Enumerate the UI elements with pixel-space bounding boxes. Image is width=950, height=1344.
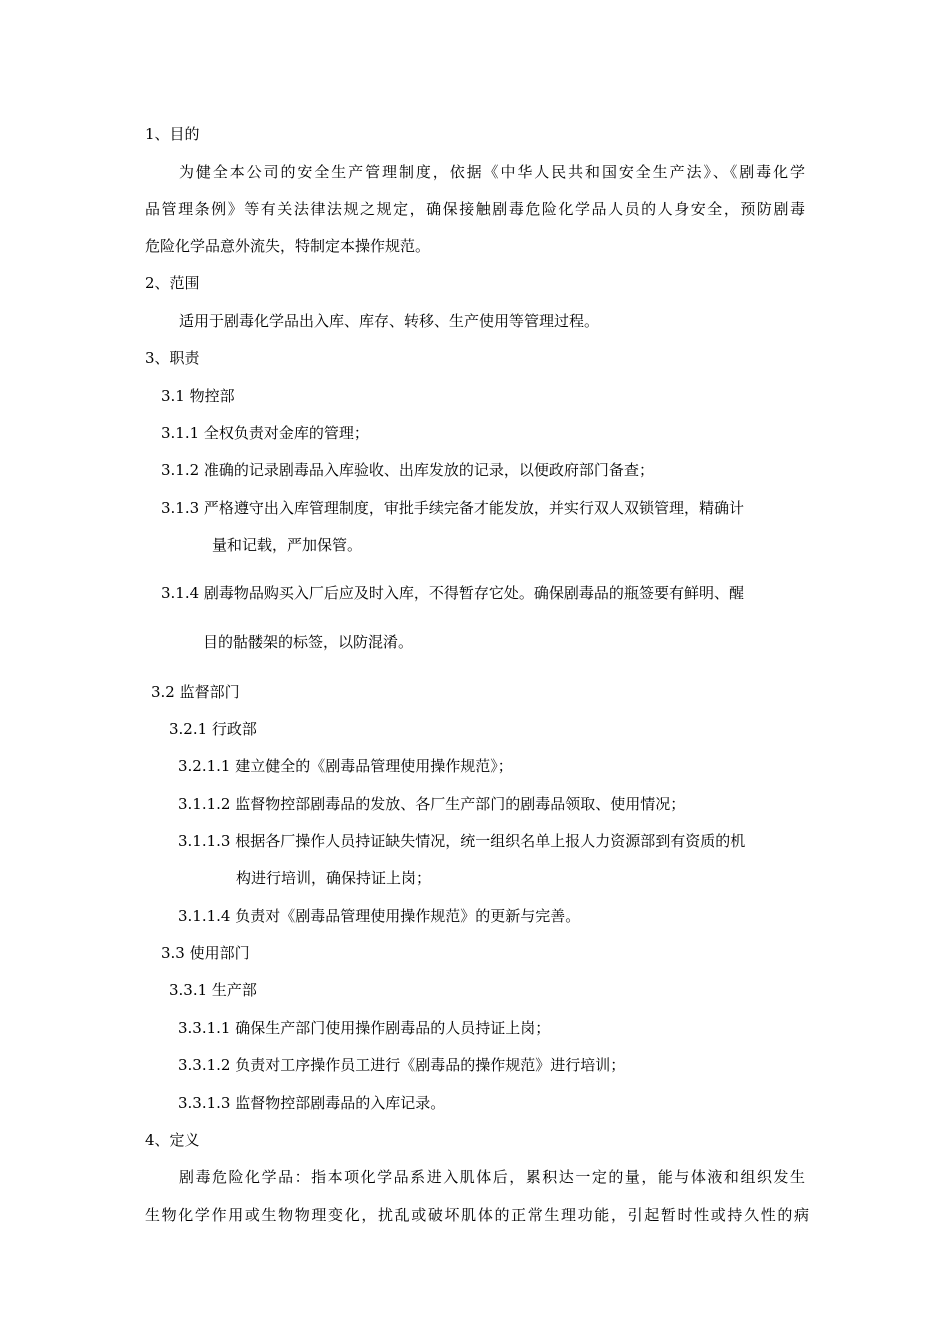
purpose-line-1: 为健全本公司的安全生产管理制度，依据《中华人民共和国安全生产法》、《剧毒化学 (179, 163, 805, 181)
item-3-1-4-line-1: 3.1.4 剧毒物品购买入厂后应及时入库，不得暂存它处。确保剧毒品的瓶签要有鲜明、醒 (161, 584, 744, 602)
item-3-1-1-2: 3.1.1.2 监督物控部剧毒品的发放、各厂生产部门的剧毒品领取、使用情况； (178, 795, 686, 813)
subheading-material-control: 3.1 物控部 (161, 387, 235, 405)
section-heading-definitions: 4、定义 (145, 1131, 200, 1149)
subheading-production-dept: 3.3.1 生产部 (169, 981, 257, 999)
subheading-supervision: 3.2 监督部门 (151, 683, 240, 701)
section-heading-responsibilities: 3、职责 (145, 349, 200, 367)
section-heading-purpose: 1、目的 (145, 125, 200, 143)
item-3-1-2: 3.1.2 准确的记录剧毒品入库验收、出库发放的记录，以便政府部门备查； (161, 461, 654, 479)
item-3-3-1-2: 3.3.1.2 负责对工序操作员工进行《剧毒品的操作规范》进行培训； (178, 1056, 626, 1074)
item-3-1-1-4: 3.1.1.4 负责对《剧毒品管理使用操作规范》的更新与完善。 (178, 907, 581, 925)
item-3-1-3-line-1: 3.1.3 严格遵守出入库管理制度，审批手续完备才能发放，并实行双人双锁管理，精确计 (161, 499, 744, 517)
subheading-admin-dept: 3.2.1 行政部 (169, 720, 257, 738)
item-3-1-3-line-2: 量和记载，严加保管。 (212, 536, 363, 554)
item-3-1-4-line-2: 目的骷髅架的标签，以防混淆。 (203, 633, 414, 651)
subheading-user-dept: 3.3 使用部门 (161, 944, 250, 962)
purpose-line-3: 危险化学品意外流失，特制定本操作规范。 (145, 237, 431, 255)
definition-line-2: 生物化学作用或生物物理变化，扰乱或破坏肌体的正常生理功能，引起暂时性或持久性的病 (145, 1206, 809, 1224)
item-3-1-1-3-line-1: 3.1.1.3 根据各厂操作人员持证缺失情况，统一组织名单上报人力资源部到有资质的机 (178, 832, 746, 850)
purpose-line-2: 品管理条例》等有关法律法规之规定，确保接触剧毒危险化学品人员的人身安全，预防剧毒 (145, 200, 805, 218)
section-heading-scope: 2、范围 (145, 274, 200, 292)
scope-line-1: 适用于剧毒化学品出入库、库存、转移、生产使用等管理过程。 (179, 312, 600, 330)
definition-line-1: 剧毒危险化学品：指本项化学品系进入肌体后，累积达一定的量，能与体液和组织发生 (179, 1168, 805, 1186)
item-3-1-1-3-line-2: 构进行培训，确保持证上岗； (236, 869, 432, 887)
item-3-2-1-1: 3.2.1.1 建立健全的《剧毒品管理使用操作规范》； (178, 757, 513, 775)
item-3-3-1-1: 3.3.1.1 确保生产部门使用操作剧毒品的人员持证上岗； (178, 1019, 551, 1037)
item-3-1-1: 3.1.1 全权负责对金库的管理； (161, 424, 369, 442)
item-3-3-1-3: 3.3.1.3 监督物控部剧毒品的入库记录。 (178, 1094, 446, 1112)
